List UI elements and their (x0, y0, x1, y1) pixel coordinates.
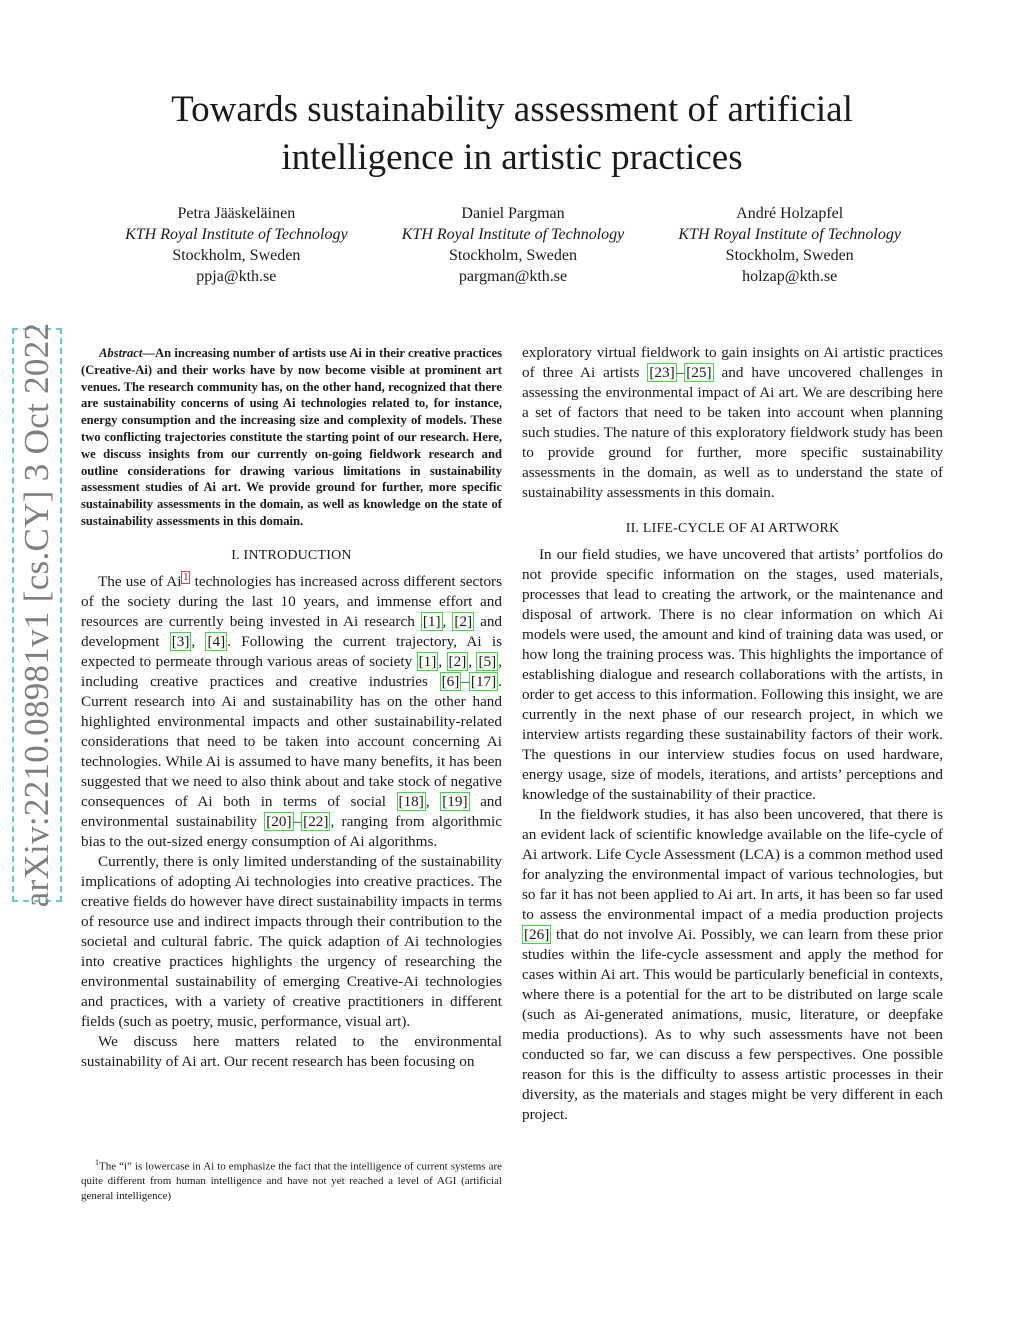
citation-link[interactable]: [2] (454, 612, 473, 630)
abstract (81, 345, 502, 530)
citation-link[interactable]: [25] (686, 364, 712, 381)
author-name: Daniel Pargman (461, 205, 565, 222)
author-email[interactable]: pargman@kth.se (458, 268, 568, 285)
author-affiliation: KTH Royal Institute of Technology (401, 226, 625, 243)
citation-link[interactable]: [23] (649, 364, 675, 381)
footnote (81, 1156, 502, 1203)
lifecycle-paragraph-2: In the fieldwork studies, it has also been uncovered, that there is an evident lack of scientific knowledge available on the life-cycle of Ai artwork. Life Cycle Assessment (LCA) is a common method used for analyzing the environmental impact of various technologies, but so far it has not been applied to Ai art. In arts, it has been so far used to assess the environmental impact of a media production projects [26] that do not involve Ai. Possibly, we can learn from these prior studies within the life-cycle assessment and apply the method for cases within Ai art. This would be particularly beneficial in contexts, where there is a potential for the art to be distributed on large scale (such as Ai-generated animations, music, literature, or deepfake media productions). As to why such assessments have not been conducted so far, we can discuss a few perspectives. One possible reason for this is the difficulty to assess artistic processes in their diversity, as the materials and stages might be very different in each project. (522, 806, 943, 1123)
author-block (98, 203, 928, 287)
arxiv-stamp[interactable] (12, 322, 62, 908)
author-name: Petra Jääskeläinen (177, 205, 296, 222)
citation-link[interactable]: [18] (398, 792, 424, 810)
section-heading-lifecycle: II. LIFE-CYCLE OF AI ARTWORK (625, 521, 840, 536)
intro-paragraph-2: Currently, there is only limited understanding of the sustainability implications of adopting Ai technologies into creative practices. The creative fields do however have direct sustainability impacts in terms of resource use and indirect impacts through their contribution to the societal and cultural fabric. The quick adaption of Ai technologies into creative practices highlights the urgency of researching the environmental sustainability of emerging Creative-Ai technologies and practices, with a variety of creative practitioners in different fields (such as poetry, music, performance, visual art). (81, 852, 502, 1030)
citation-link[interactable]: [17] (470, 672, 497, 690)
intro-paragraph-3: We discuss here matters related to the environmental sustainability of Ai art. Our recent research has been focusing on (81, 1032, 502, 1070)
author-2 (375, 203, 652, 287)
left-column (81, 343, 502, 1072)
intro-paragraph-3-continued: exploratory virtual fieldwork to gain insights on Ai artistic practices of three Ai artists [23] – [25] and have uncovered challenges in assessing the environmental impact of Ai art. We are describing here a set of factors that need to be taken into account when planning such studies. The nature of this exploratory fieldwork study has been to provide ground for further, more specific sustainability assessments in the domain, as well as to understand the state of sustainability assessments in this domain. (522, 344, 943, 501)
author-location: Stockholm, Sweden (172, 247, 301, 264)
footnote-mark: 1 (95, 1158, 99, 1167)
citation-link[interactable]: [1] (418, 652, 437, 670)
section-heading-introduction: I. INTRODUCTION (231, 547, 352, 563)
paper-title: Towards sustainability assessment of artificial intelligence in artistic practices (171, 89, 853, 178)
author-location: Stockholm, Sweden (725, 247, 854, 264)
author-3 (651, 203, 928, 287)
author-name: André Holzapfel (736, 205, 844, 222)
lifecycle-paragraph-1: In our field studies, we have uncovered that artists’ portfolios do not provide specific information on the stages, used materials, processes that lead to creating the artwork, or the maintenance and disposal of artwork. There is no clear information on which Ai models were used, the amount and kind of training data was used, or how long the training process was. This highlights the importance of establishing dialogue and research collaborations with the artists, in order to get access to this information. Following this insight, we are currently in the next phase of our research project, in which we interview artists regarding these sustainability factors of their work. The questions in our interview studies focus on used hardware, energy usage, size of models, iterations, and artists’ perceptions and knowledge of the sustainability of their practice. (522, 546, 943, 803)
citation-link[interactable]: [22] (303, 812, 329, 830)
author-1 (98, 203, 375, 287)
arxiv-stamp-text: arXiv:2210.08981v1 [cs.CY] 3 Oct 2022 (17, 322, 56, 908)
author-email[interactable]: holzap@kth.se (742, 268, 838, 285)
citation-link[interactable]: [20] (266, 812, 292, 830)
abstract-text: —An increasing number of artists use Ai in their creative practices (Creative-Ai) and their works have by now become visible at prominent art venues. The research community has, on the other hand, recognized that there are sustainability concerns of using Ai technologies related to, for instance, energy consumption and the increasing size and complexity of models. These two conflicting trajectories constitute the starting point of our research. Here, we discuss insights from our currently on-going fieldwork research and outline considerations for drawing various limitations in sustainability assessment studies of Ai art. We provide ground for further, more specific sustainability assessments in the domain, as well as knowledge on the state of sustainability assessments in this domain. (81, 346, 502, 528)
author-location: Stockholm, Sweden (449, 247, 577, 264)
citation-link[interactable]: [5] (478, 652, 497, 670)
citation-link[interactable]: [19] (442, 792, 468, 810)
author-affiliation: KTH Royal Institute of Technology (678, 226, 901, 243)
right-column (522, 343, 943, 1125)
intro-paragraph-1: The use of Ai $^1$ technologies has increased across different sectors of the society during the last 10 years, and immense effort and resources are currently being invested in Ai research [1] , [2] and development [3] , [4] . Following the current trajectory, Ai is expected to permeate through various areas of society [1] , [2] , [5] , including creative practices and creative industries [6] – [17] . Current research into Ai and sustainability has on the other hand highlighted environmental impacts and other sustainability-related considerations that need to be taken into account concerning Ai technologies. While Ai is assumed to have many benefits, it has been suggested that we need to also think about and take stock of negative consequences of Ai both in terms of social [18] , [19] and environmental sustainability [20] – [22] , ranging from algorithmic bias to the out-sized energy consumption of Ai algorithms. (81, 571, 503, 850)
citation-link[interactable]: [2] (448, 652, 467, 670)
footnote-link[interactable]: 1 (183, 571, 189, 583)
abstract-lead: Abstract (99, 346, 143, 360)
citation-link[interactable]: [26] (524, 926, 550, 943)
footnote-text: The “i” is lowercase in Ai to emphasize the fact that the intelligence of current systems are quite different from human intelligence and have not yet reached a level of AGI (artificial general intelligence) (81, 1160, 502, 1202)
author-email[interactable]: ppja@kth.se (196, 268, 277, 285)
citation-link[interactable]: [4] (207, 632, 226, 650)
author-affiliation: KTH Royal Institute of Technology (125, 226, 348, 243)
citation-link[interactable]: [3] (171, 632, 190, 650)
citation-link[interactable]: [1] (422, 612, 441, 630)
citation-link[interactable]: [6] (441, 672, 460, 690)
